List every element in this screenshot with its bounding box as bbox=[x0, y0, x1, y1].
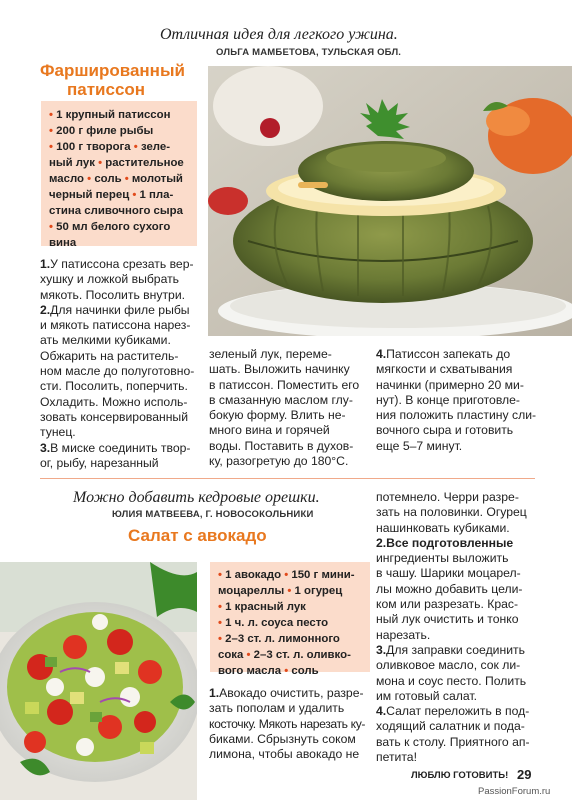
recipe1-steps-col1 bbox=[40, 257, 205, 471]
ingredient-item: ный лук bbox=[49, 157, 95, 169]
ingredient-item: 1 ч. л. соуса песто bbox=[225, 617, 329, 629]
step-number: 1. bbox=[40, 257, 51, 271]
step-text: бокую форму. Влить не- bbox=[209, 408, 346, 423]
step-text: петита! bbox=[376, 750, 417, 765]
step-text: Охладить. Можно исполь- bbox=[40, 394, 188, 409]
watermark: PassionForum.ru bbox=[478, 786, 551, 797]
step-text: в чашу. Шарики моцарел- bbox=[376, 566, 521, 581]
avocado-salad-photo bbox=[0, 562, 197, 800]
step-text: зать на половинки. Огурец bbox=[376, 505, 527, 520]
recipe2-tagline: Можно добавить кедровые орешки. bbox=[73, 489, 320, 506]
step-text: биками. Сбрызнуть соком bbox=[209, 731, 356, 746]
step-text: оливковое масло, сок ли- bbox=[376, 658, 521, 673]
section-divider bbox=[40, 478, 535, 479]
step-text: Обжарить на раститель- bbox=[40, 348, 179, 363]
step-number: 2. bbox=[40, 302, 51, 317]
step-text: Все подготовленные bbox=[386, 535, 514, 550]
step-text: нарезать. bbox=[376, 627, 431, 642]
ingredient-item: соль bbox=[94, 173, 122, 185]
recipe2-steps-col2 bbox=[376, 490, 541, 765]
step-text: хушку и ложкой выбрать bbox=[40, 272, 180, 287]
step-text: В миске соединить твор- bbox=[50, 440, 191, 455]
recipe2-steps-col1 bbox=[209, 686, 374, 762]
ingredient-item: 50 мл белого сухого bbox=[56, 221, 171, 233]
ingredient-item: 150 г мини- bbox=[291, 569, 355, 581]
ingredient-item: 1 крупный патиссон bbox=[56, 109, 171, 121]
ingredient-item: 1 красный лук bbox=[225, 601, 306, 613]
recipe1-title-line: Фаршированный bbox=[40, 61, 185, 80]
ingredient-item: вина bbox=[49, 237, 77, 249]
ingredient-item: 2–3 ст. л. оливко- bbox=[253, 649, 351, 661]
recipe2-author: ЮЛИЯ МАТВЕЕВА, Г. НОВОСОКОЛЬНИКИ bbox=[112, 509, 314, 520]
ingredient-item: масло bbox=[49, 173, 84, 185]
ingredient-item: 200 г филе рыбы bbox=[56, 125, 154, 137]
step-text: ком или разрезать. Крас- bbox=[376, 597, 519, 612]
step-text: косточку. Мякоть нарезать ку- bbox=[209, 716, 366, 731]
step-text: начинки (примерно 20 ми- bbox=[376, 377, 524, 392]
step-number: 3. bbox=[40, 440, 51, 455]
step-text: мона и соус песто. Полить bbox=[376, 673, 527, 688]
step-text: У патиссона срезать вер- bbox=[50, 257, 194, 271]
step-text: ный лук очистить и тонко bbox=[376, 612, 519, 627]
step-text: зовать консервированный bbox=[40, 409, 189, 424]
stuffed-pattypan-photo bbox=[208, 66, 572, 336]
ingredient-item: вого масла bbox=[218, 665, 282, 677]
recipe2-title: Салат с авокадо bbox=[128, 526, 267, 545]
step-text: ог, рыбу, нарезанный bbox=[40, 455, 159, 470]
step-text: Авокадо очистить, разре- bbox=[219, 686, 364, 700]
ingredient-item: зеле- bbox=[140, 141, 171, 153]
recipe1-ingredients-box: • 1 крупный патиссон • 200 г филе рыбы • 100 г творога • зеле- ный лук • растительное масло • соль • молотый черный перец • 1 пла- стина сливочного сыра • 50 мл белого сухого вина bbox=[41, 101, 197, 246]
step-text: много вина и горячей bbox=[209, 423, 330, 438]
step-number: 3. bbox=[376, 642, 387, 657]
step-text: еще 5–7 минут. bbox=[376, 438, 463, 453]
step-number: 4. bbox=[376, 704, 387, 719]
step-text: ходящий салатник и пода- bbox=[376, 719, 525, 734]
step-text: Патиссон запекать до bbox=[386, 347, 511, 361]
recipe1-tagline: Отличная идея для легкого ужина. bbox=[160, 26, 398, 43]
step-text: сти. Посолить, поперчить. bbox=[40, 379, 188, 394]
ingredient-item: 1 огурец bbox=[294, 585, 343, 597]
step-text: нашинковать кубиками. bbox=[376, 520, 510, 535]
step-text: воды. Поставить в духов- bbox=[209, 438, 354, 453]
step-text: в патиссон. Поместить его bbox=[209, 377, 360, 392]
recipe1-title-line: патиссон bbox=[67, 80, 146, 99]
recipe1-author: ОЛЬГА МАМБЕТОВА, ТУЛЬСКАЯ ОБЛ. bbox=[216, 47, 402, 58]
step-text: и мякоть патиссона нарез- bbox=[40, 318, 191, 333]
step-text: Для начинки филе рыбы bbox=[50, 302, 190, 317]
step-text: мякоть. Посолить внутри. bbox=[40, 287, 186, 302]
step-text: нут). В конце приготовле- bbox=[376, 392, 520, 407]
step-text: вочного сыра и готовить bbox=[376, 423, 514, 438]
step-text: мягкости и схватывания bbox=[376, 362, 513, 377]
step-text: тунец. bbox=[40, 425, 76, 440]
step-text: зеленый лук, переме- bbox=[209, 347, 332, 361]
step-text: им готовый салат. bbox=[376, 688, 478, 703]
ingredient-item: 2–3 ст. л. лимонного bbox=[225, 633, 340, 645]
ingredient-item: 1 авокадо bbox=[225, 569, 282, 581]
step-text: шать. Выложить начинку bbox=[209, 362, 350, 377]
step-text: Для заправки соединить bbox=[386, 642, 525, 657]
step-text: ингредиенты выложить bbox=[376, 551, 509, 566]
ingredient-item: 100 г творога bbox=[56, 141, 131, 153]
recipe1-steps-col2 bbox=[209, 347, 374, 469]
ingredient-item: моцареллы bbox=[218, 585, 285, 597]
recipe1-steps-col3 bbox=[376, 347, 541, 454]
step-number: 1. bbox=[209, 686, 220, 700]
step-number: 2. bbox=[376, 535, 387, 550]
magazine-name: ЛЮБЛЮ ГОТОВИТЬ! bbox=[411, 770, 509, 781]
recipe2-ingredients-box: • 1 авокадо • 150 г мини- моцареллы • 1 огурец • 1 красный лук • 1 ч. л. соуса песто • 2–3 ст. л. лимонного сока • 2–3 ст. л. оливко- вого масла • соль bbox=[210, 562, 370, 672]
step-text: Салат переложить в под- bbox=[386, 704, 530, 719]
step-text: лимона, чтобы авокадо не bbox=[209, 747, 360, 762]
recipe1-title bbox=[40, 61, 185, 99]
ingredient-item: молотый bbox=[131, 173, 183, 185]
ingredient-item: соль bbox=[291, 665, 319, 677]
step-text: ния положить пластину сли- bbox=[376, 408, 537, 423]
step-text: ку, разогретую до 180°С. bbox=[209, 454, 349, 469]
page-number: 29 bbox=[517, 767, 532, 782]
step-text: зать пополам и удалить bbox=[209, 701, 345, 716]
ingredient-item: растительное bbox=[105, 157, 184, 169]
ingredient-item: сока bbox=[218, 649, 244, 661]
step-text: в смазанную маслом глу- bbox=[209, 392, 353, 407]
ingredient-item: черный перец bbox=[49, 189, 130, 201]
ingredient-item: стина сливочного сыра bbox=[49, 205, 183, 217]
step-number: 4. bbox=[376, 347, 387, 361]
step-text: ном масле до полуготовно- bbox=[40, 364, 195, 379]
step-text: вать к столу. Приятного ап- bbox=[376, 734, 530, 749]
step-text: потемнело. Черри разре- bbox=[376, 490, 519, 504]
step-text: ать мелкими кубиками. bbox=[40, 333, 171, 348]
step-text: лы можно добавить цели- bbox=[376, 581, 523, 596]
ingredient-item: 1 пла- bbox=[139, 189, 174, 201]
